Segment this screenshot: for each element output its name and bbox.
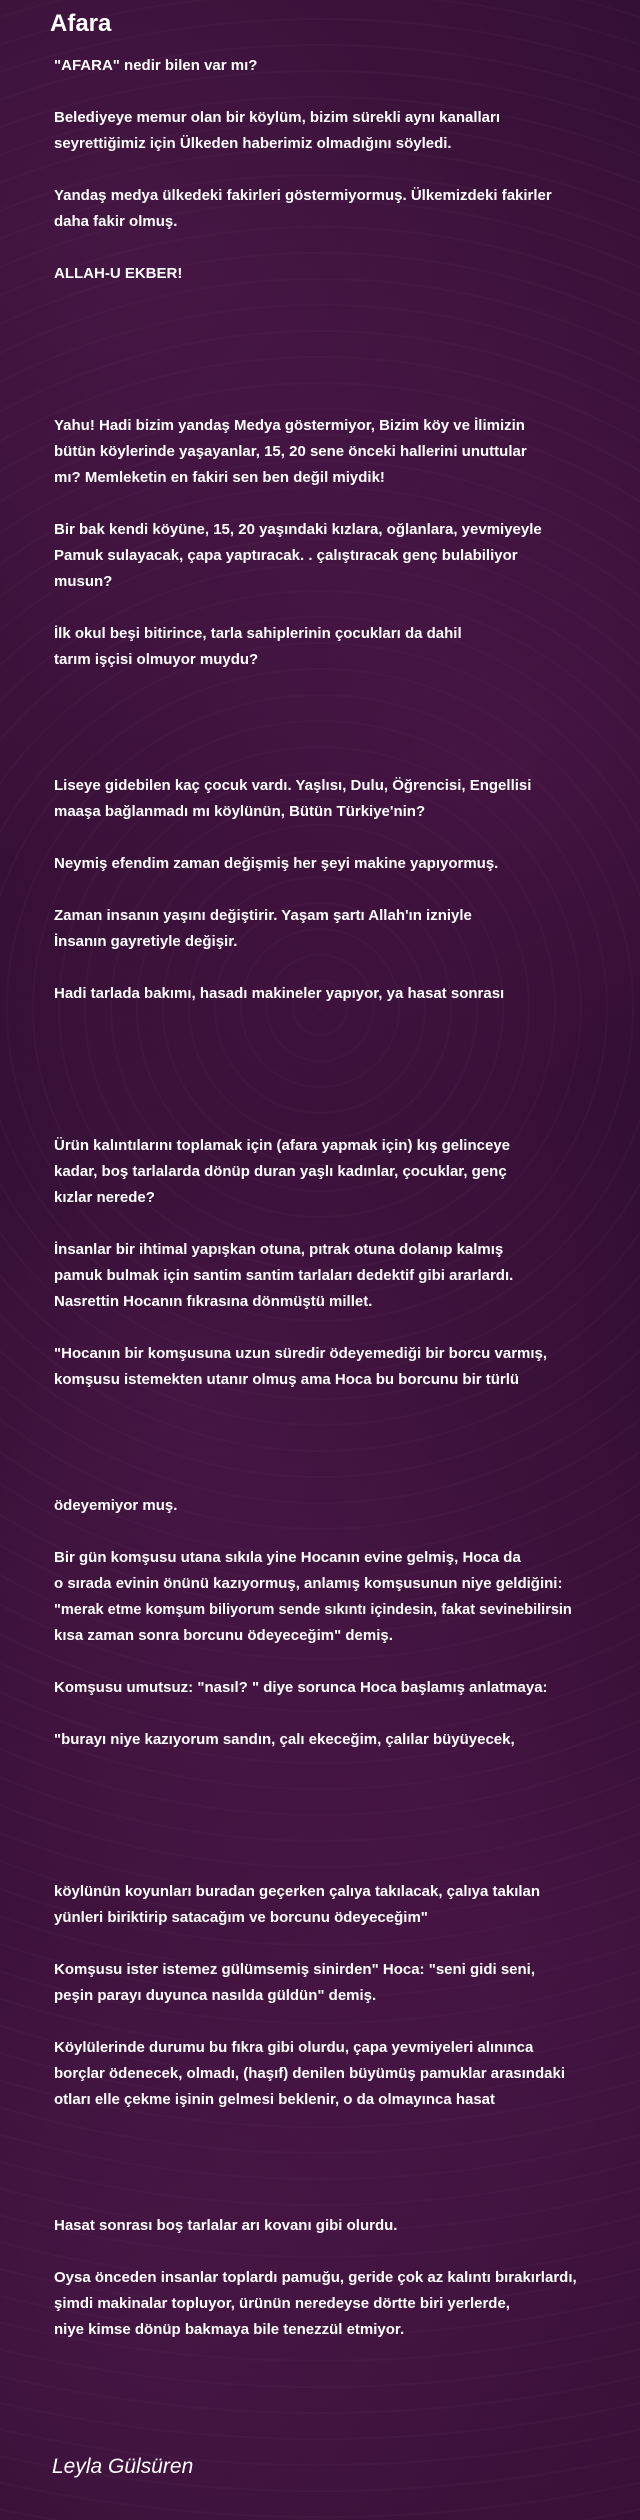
poem-line: Hadi tarlada bakımı, hasadı makineler yapıyor, ya hasat sonrası: [54, 985, 505, 1002]
poem-line: pamuk bulmak için santim santim tarlaları dedektif gibi ararlardı.: [54, 1267, 514, 1284]
poem-line: Pamuk sulayacak, çapa yaptıracak. . çalıştıracak genç bulabiliyor: [54, 547, 518, 564]
poem-line: musun?: [54, 573, 113, 590]
poem-line: otları elle çekme işinin gelmesi beklenir, o da olmayınca hasat: [54, 2091, 496, 2108]
poem-line: kısa zaman sonra borcunu ödeyeceğim" demiş.: [54, 1627, 393, 1644]
poem-line: ALLAH-U EKBER!: [54, 265, 183, 282]
poem-line: mı? Memleketin en fakiri sen ben değil miydik!: [54, 469, 385, 486]
poem-line: Bir gün komşusu utana sıkıla yine Hocanın evine gelmiş, Hoca da: [54, 1549, 521, 1566]
poem-line: ödeyemiyor muş.: [54, 1497, 178, 1514]
poem-line: "AFARA" nedir bilen var mı?: [54, 57, 258, 74]
poem-line: "burayı niye kazıyorum sandın, çalı ekeceğim, çalılar büyüyecek,: [54, 1731, 515, 1748]
poem-line: kadar, boş tarlalarda dönüp duran yaşlı kadınlar, çocuklar, genç: [54, 1163, 507, 1180]
poem-line: şimdi makinalar topluyor, ürünün neredeyse dörtte biri yerlerde,: [54, 2295, 510, 2312]
poem-line: Hasat sonrası boş tarlalar arı kovanı gibi olurdu.: [54, 2217, 398, 2234]
poem-line: Yahu! Hadi bizim yandaş Medya göstermiyor, Bizim köy ve İlimizin: [54, 417, 525, 434]
poem-line: seyrettiğimiz için Ülkeden haberimiz olmadığını söyledi.: [54, 135, 452, 152]
poem-line: niye kimse dönüp bakmaya bile tenezzül etmiyor.: [54, 2321, 405, 2338]
poem-line: Köylülerinde durumu bu fıkra gibi olurdu, çapa yevmiyeleri alınınca: [54, 2039, 534, 2056]
poem-line: Oysa önceden insanlar toplardı pamuğu, geride çok az kalıntı bırakırlardı,: [54, 2269, 577, 2286]
poem-line: o sırada evinin önünü kazıyormuş, anlamış komşusunun niye geldiğini:: [54, 1575, 563, 1592]
author-signature: Leyla Gülsüren: [52, 2455, 194, 2478]
poem-line: köylünün koyunları buradan geçerken çalıya takılacak, çalıya takılan: [54, 1883, 541, 1900]
poem-line: komşusu istemekten utanır olmuş ama Hoca bu borcunu bir türlü: [54, 1371, 520, 1388]
poem-line: Yandaş medya ülkedeki fakirleri göstermiyormuş. Ülkemizdeki fakirler: [54, 187, 552, 204]
poem-line: "merak etme komşum biliyorum sende sıkıntı içindesin, fakat sevinebilirsin: [54, 1602, 572, 1618]
poem-line: borçlar ödenecek, olmadı, (haşıf) denilen büyümüş pamuklar arasındaki: [54, 2065, 565, 2082]
poem-line: daha fakir olmuş.: [54, 213, 178, 230]
poem-line: Nasrettin Hocanın fıkrasına dönmüştü millet.: [54, 1293, 373, 1310]
poem-line: "Hocanın bir komşusuna uzun süredir ödeyemediği bir borcu varmış,: [54, 1345, 548, 1362]
poem-line: Belediyeye memur olan bir köylüm, bizim sürekli aynı kanalları: [54, 109, 501, 126]
poem-line: kızlar nerede?: [54, 1189, 155, 1206]
poem-line: maaşa bağlanmadı mı köylünün, Bütün Türkiye'nin?: [54, 803, 426, 820]
poem-line: peşin parayı duyunca nasılda güldün" demiş.: [54, 1987, 377, 2004]
poem-line: İnsanlar bir ihtimal yapışkan otuna, pıtrak otuna dolanıp kalmış: [54, 1241, 504, 1258]
poem-line: tarım işçisi olmuyor muydu?: [54, 651, 259, 668]
poem-line: Bir bak kendi köyüne, 15, 20 yaşındaki kızlara, oğlanlara, yevmiyeyle: [54, 521, 542, 538]
poem-line: Liseye gidebilen kaç çocuk vardı. Yaşlısı, Dulu, Öğrencisi, Engellisi: [54, 777, 532, 794]
poem-line: Komşusu ister istemez gülümsemiş sinirden" Hoca: "seni gidi seni,: [54, 1961, 536, 1978]
poem-line: Komşusu umutsuz: "nasıl? " diye sorunca Hoca başlamış anlatmaya:: [54, 1679, 548, 1696]
poem-line: Ürün kalıntılarını toplamak için (afara yapmak için) kış gelinceye: [54, 1137, 510, 1154]
poem-title: Afara: [50, 10, 112, 37]
poem-line: İlk okul beşi bitirince, tarla sahiplerinin çocukları da dahil: [54, 625, 462, 642]
poem-line: Zaman insanın yaşını değiştirir. Yaşam şartı Allah'ın izniyle: [54, 907, 472, 924]
poem-line: yünleri biriktirip satacağım ve borcunu ödeyeceğim": [54, 1909, 428, 1926]
poem-line: İnsanın gayretiyle değişir.: [54, 933, 238, 950]
poem-line: Neymiş efendim zaman değişmiş her şeyi makine yapıyormuş.: [54, 855, 499, 872]
poem-line: bütün köylerinde yaşayanlar, 15, 20 sene önceki hallerini unuttular: [54, 443, 527, 460]
